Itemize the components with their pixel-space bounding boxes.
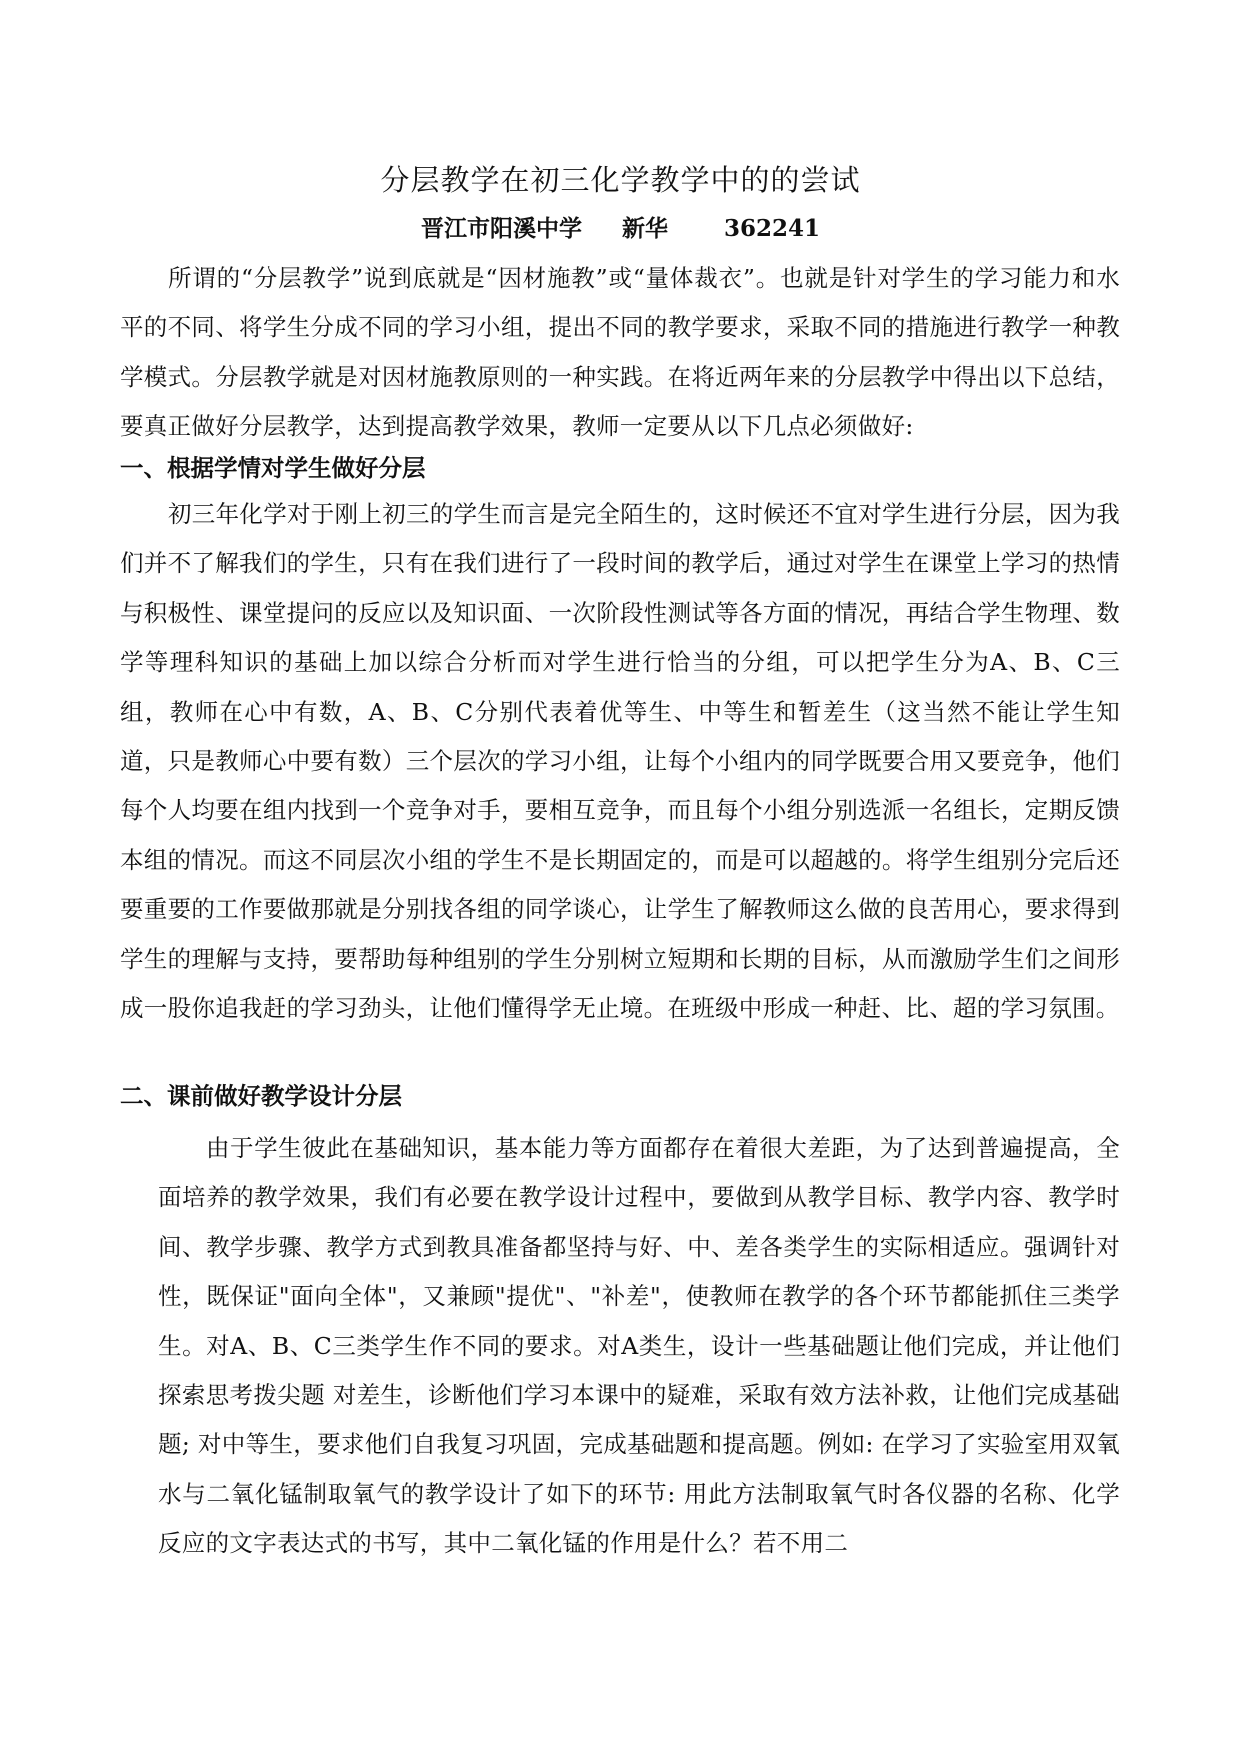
byline-school: 晋江市阳溪中学 [420,215,582,242]
byline-author: 新华 [621,215,668,242]
section-paragraph-1: 初三年化学对于刚上初三的学生而言是完全陌生的，这时候还不宜对学生进行分层，因为我们并不了解我们的学生，只有在我们进行了一段时间的教学后，通过对学生在课堂上学习的热情与积极性、课堂提问的反应以及知识面、一次阶段性测试等各方面的情况，再结合学生物理、数学等理科知识的基础上加以综合分析而对学生进行恰当的分组，可以把学生分为A、B、C三组，教师在心中有数，A、B、C分别代表着优等生、中等生和暂差生（这当然不能让学生知道，只是教师心中要有数）三个层次的学习小组，让每个小组内的同学既要合用又要竞争，他们每个人均要在组内找到一个竞争对手，要相互竞争，而且每个小组分别选派一名组长，定期反馈本组的情况。而这不同层次小组的学生不是长期固定的，而是可以超越的。将学生组别分完后还要重要的工作要做那就是分别找各组的同学谈心，让学生了解教师这么做的良苦用心，要求得到学生的理解与支持，要帮助每种组别的学生分别树立短期和长期的目标，从而激励学生们之间形成一股你追我赶的学习劲头，让他们懂得学无止境。在班级中形成一种赶、比、超的学习氛围。 [120,500,1120,1023]
section-paragraph-2: 由于学生彼此在基础知识，基本能力等方面都存在着很大差距，为了达到普遍提高，全面培养的教学效果，我们有必要在教学设计过程中，要做到从教学目标、教学内容、教学时间、教学步骤、教学方式到教具准备都坚持与好、中、差各类学生的实际相适应。强调针对性，既保证"面向全体"，又兼顾"提优"、"补差"，使教师在教学的各个环节都能抓住三类学生。对A、B、C三类学生作不同的要求。对A类生，设计一些基础题让他们完成，并让他们探索思考拨尖题 对差生，诊断他们学习本课中的疑难，采取有效方法补救，让他们完成基础题; 对中等生，要求他们自我复习巩固，完成基础题和提高题。例如: 在学习了实验室用双氧水与二氧化锰制取氧气的教学设计了如下的环节: 用此方法制取氧气时各仪器的名称、化学反应的文字表达式的书写，其中二氧化锰的作用是什么？若不用二 [158,1134,1120,1558]
section-heading-1: 一、根据学情对学生做好分层 [120,454,426,482]
section-heading-2: 二、课前做好教学设计分层 [120,1082,402,1110]
byline [0,212,1241,246]
intro-paragraph: 所谓的“分层教学”说到底就是“因材施教”或“量体裁衣”。也就是针对学生的学习能力和水平的不同、将学生分成不同的学习小组，提出不同的教学要求，采取不同的措施进行教学一种教学模式。分层教学就是对因材施教原则的一种实践。在将近两年来的分层教学中得出以下总结，要真正做好分层教学，达到提高教学效果，教师一定要从以下几点必须做好: [120,264,1120,441]
byline-postcode: 362241 [723,215,821,242]
document-title: 分层教学在初三化学教学中的的尝试 [380,163,861,197]
